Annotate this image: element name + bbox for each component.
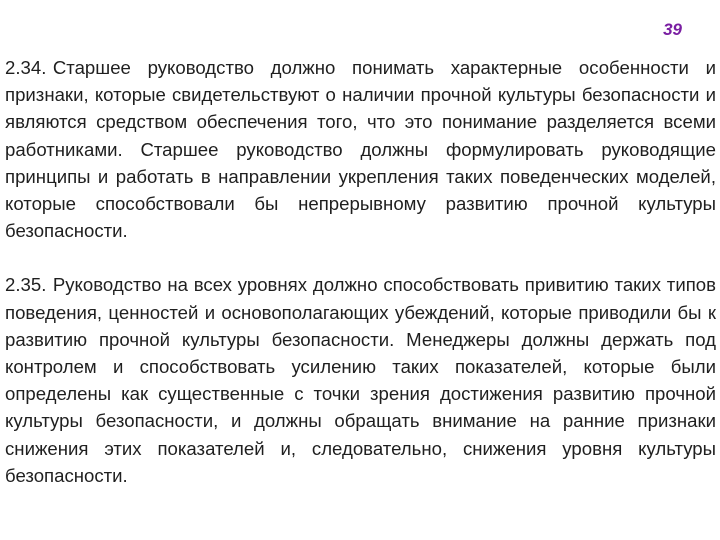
paragraph-2-34 [5, 54, 716, 244]
page-number: 39 [663, 20, 682, 39]
paragraph-text: Старшее руководство должно понимать характерные особенности и признаки, которые свидетельствуют о наличии прочной культуры безопасности и являются средством обеспечения того, что это понимание разделяется всеми работниками. Старшее руководство должны формулировать руководящие принципы и работать в направлении укрепления таких поведенческих моделей, которые способствовали бы непрерывному развитию прочной культуры безопасности. [5, 57, 716, 242]
document-body [5, 54, 716, 489]
paragraph-number: 2.34. [5, 57, 47, 78]
paragraph-number: 2.35. [5, 274, 47, 296]
paragraph-text: Руководство на всех уровнях должно способствовать привитию таких типов поведения, ценностей и основополагающих убеждений, которые приводили бы к развитию прочной культуры безопасности. Менеджеры должны держать под контролем и способствовать усилению таких показателей, которые были определены как существенные с точки зрения достижения развитию прочной культуры безопасности, и должны обращать внимание на ранние признаки снижения этих показателей и, следовательно, снижения уровня культуры безопасности. [5, 274, 716, 486]
paragraph-2-35 [5, 271, 716, 489]
